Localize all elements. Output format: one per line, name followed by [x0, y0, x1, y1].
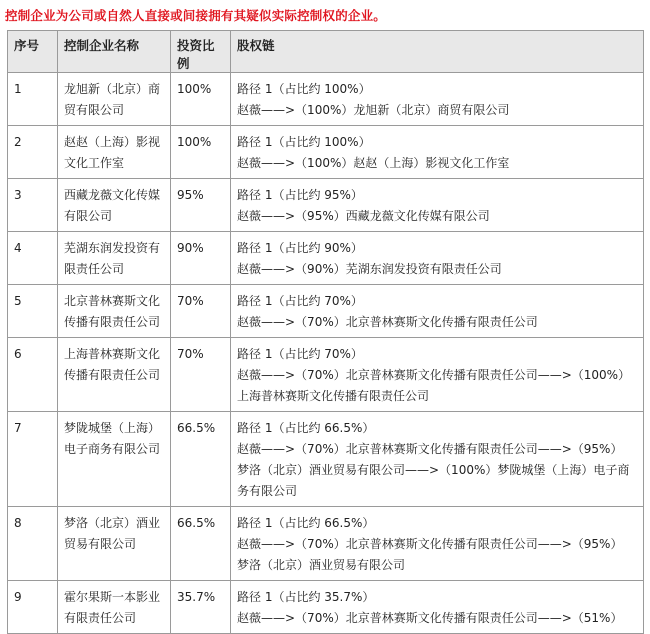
equity-chain-cell: [231, 285, 644, 338]
table-caption: 控制企业为公司或自然人直接或间接拥有其疑似实际控制权的企业。: [5, 8, 387, 23]
table-row: [8, 179, 644, 232]
chain-path-title: 路径 1（占比约 66.5%）: [237, 421, 375, 435]
chain-path-title: 路径 1（占比约 100%）: [237, 135, 371, 149]
row-index-cell: 7: [8, 412, 58, 507]
table-row: [8, 412, 644, 507]
investment-ratio-cell: 66.5%: [171, 507, 231, 581]
row-index-cell: 5: [8, 285, 58, 338]
controlled-companies-table: [7, 30, 644, 634]
company-name-cell: 龙旭新（北京）商贸有限公司: [58, 73, 171, 126]
equity-chain-cell: [231, 73, 644, 126]
chain-path-title: 路径 1（占比约 35.7%）: [237, 590, 375, 604]
chain-path-line: 上海普林赛斯文化传播有限责任公司: [237, 389, 430, 403]
chain-path-title: 路径 1（占比约 66.5%）: [237, 516, 375, 530]
investment-ratio-cell: 66.5%: [171, 412, 231, 507]
row-index-cell: 4: [8, 232, 58, 285]
table-row: [8, 232, 644, 285]
company-name-cell: 北京普林赛斯文化传播有限责任公司: [58, 285, 171, 338]
chain-path-title: 路径 1（占比约 100%）: [237, 82, 371, 96]
chain-path-line: 赵薇——>（70%）北京普林赛斯文化传播有限责任公司——>（51%）: [237, 611, 623, 625]
chain-path-line: 赵薇——>（90%）芜湖东润发投资有限责任公司: [237, 262, 502, 276]
equity-chain-cell: [231, 232, 644, 285]
header-equity-chain: 股权链: [231, 31, 644, 73]
table-body: [8, 73, 644, 634]
chain-path-title: 路径 1（占比约 70%）: [237, 347, 363, 361]
chain-path-line: 务有限公司: [237, 484, 298, 498]
table-row: [8, 126, 644, 179]
company-name-cell: 梦洛（北京）酒业贸易有限公司: [58, 507, 171, 581]
row-index-cell: 3: [8, 179, 58, 232]
equity-chain-cell: [231, 179, 644, 232]
chain-path-line: 赵薇——>（70%）北京普林赛斯文化传播有限责任公司——>（100%）: [237, 368, 631, 382]
table-row: [8, 73, 644, 126]
company-name-cell: 梦陇城堡（上海）电子商务有限公司: [58, 412, 171, 507]
table-row: [8, 581, 644, 634]
investment-ratio-cell: 35.7%: [171, 581, 231, 634]
investment-ratio-cell: 100%: [171, 126, 231, 179]
company-name-cell: 芜湖东润发投资有限责任公司: [58, 232, 171, 285]
table-row: [8, 285, 644, 338]
equity-chain-cell: [231, 126, 644, 179]
company-name-cell: 霍尔果斯一本影业有限责任公司: [58, 581, 171, 634]
row-index-cell: 9: [8, 581, 58, 634]
chain-path-line: 梦洛（北京）酒业贸易有限公司: [237, 558, 406, 572]
table-row: [8, 507, 644, 581]
company-name-cell: 上海普林赛斯文化传播有限责任公司: [58, 338, 171, 412]
company-name-cell: 西藏龙薇文化传媒有限公司: [58, 179, 171, 232]
chain-path-title: 路径 1（占比约 90%）: [237, 241, 363, 255]
equity-chain-cell: [231, 412, 644, 507]
chain-path-line: 梦洛（北京）酒业贸易有限公司——>（100%）梦陇城堡（上海）电子商: [237, 463, 630, 477]
company-name-cell: 赵赵（上海）影视文化工作室: [58, 126, 171, 179]
equity-chain-cell: [231, 581, 644, 634]
investment-ratio-cell: 95%: [171, 179, 231, 232]
investment-ratio-cell: 90%: [171, 232, 231, 285]
investment-ratio-cell: 70%: [171, 338, 231, 412]
chain-path-line: 赵薇——>（70%）北京普林赛斯文化传播有限责任公司——>（95%）: [237, 537, 623, 551]
chain-path-line: 赵薇——>（95%）西藏龙薇文化传媒有限公司: [237, 209, 490, 223]
header-index: 序号: [8, 31, 58, 73]
equity-chain-cell: [231, 507, 644, 581]
header-company-name: 控制企业名称: [58, 31, 171, 73]
row-index-cell: 8: [8, 507, 58, 581]
chain-path-line: 赵薇——>（100%）赵赵（上海）影视文化工作室: [237, 156, 510, 170]
investment-ratio-cell: 100%: [171, 73, 231, 126]
table-row: [8, 338, 644, 412]
header-investment-ratio: 投资比例: [171, 31, 231, 73]
chain-path-title: 路径 1（占比约 95%）: [237, 188, 363, 202]
chain-path-line: 赵薇——>（100%）龙旭新（北京）商贸有限公司: [237, 103, 510, 117]
row-index-cell: 6: [8, 338, 58, 412]
table-header-row: [8, 31, 644, 73]
chain-path-line: 赵薇——>（70%）北京普林赛斯文化传播有限责任公司: [237, 315, 538, 329]
investment-ratio-cell: 70%: [171, 285, 231, 338]
row-index-cell: 1: [8, 73, 58, 126]
chain-path-line: 赵薇——>（70%）北京普林赛斯文化传播有限责任公司——>（95%）: [237, 442, 623, 456]
row-index-cell: 2: [8, 126, 58, 179]
chain-path-title: 路径 1（占比约 70%）: [237, 294, 363, 308]
equity-chain-cell: [231, 338, 644, 412]
